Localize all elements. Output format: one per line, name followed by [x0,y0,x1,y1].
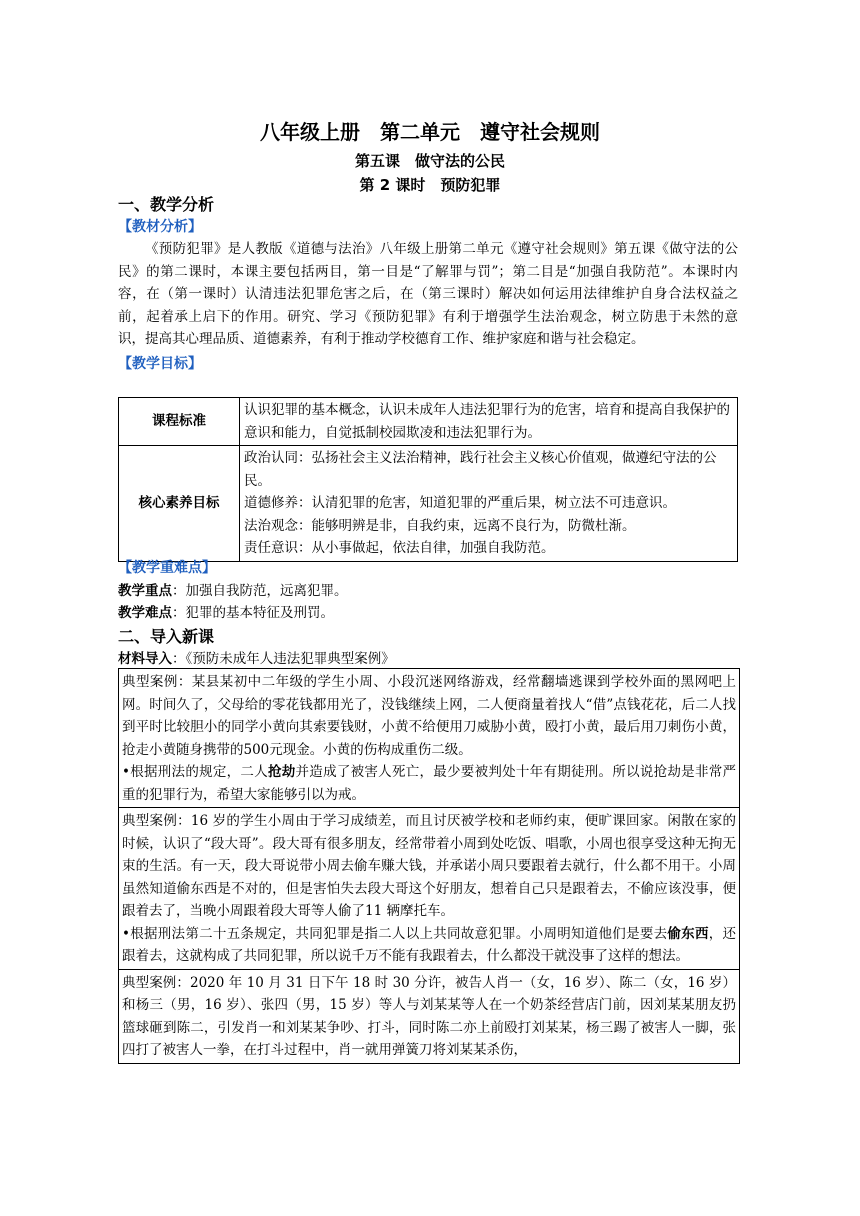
goal-label-core: 核心素养目标 [119,446,240,562]
goal-line: 认识犯罪的基本概念，认识未成年人违法犯罪行为的危害，培育和提高自我保护的意识和能力，自觉抵制校园欺凌和违法犯罪行为。 [244,402,730,441]
case-table [118,668,740,1064]
lesson-title: 第五课 做守法的公民 [354,152,505,170]
section-heading-analysis: 一、教学分析 [118,195,215,214]
table-row [119,446,738,562]
case-text: 典型案例：2020 年 10 月 31 日下午 18 时 30 分许，被告人肖一（女，16 岁）、陈二（女，16 岁）和杨三（男，16 岁）、张四（男，15 岁）等人与刘某某等人在一个奶茶经营店门前，因刘某某朋友扔篮球砸到陈二，引发肖一和刘某某争吵、打斗，同时陈二亦上前殴打刘某某，杨三踢了被害人一脚，张四打了被害人一拳，在打斗过程中，肖一就用弹簧刀将刘某某杀伤， [122,974,736,1058]
case-note: •根据刑法第二十五条规定，共同犯罪是指二人以上共同故意犯罪。小周明知道他们是要去偷东西，还跟着去，这就构成了共同犯罪，所以说千万不能有我跟着去，什么都没干就没事了这样的想法。 [122,925,737,964]
case-cell [119,808,739,970]
case-text: 典型案例：16 岁的学生小周由于学习成绩差，而且讨厌被学校和老师约束，便旷课回家。闲散在家的时候，认识了“段大哥”。段大哥有很多朋友，经常带着小周到处吃饭、唱歌，小周也很享受这种无拘无束的生活。有一天，段大哥说带小周去偷车赚大钱，并承诺小周只要跟着去就行，什么都不用干。小周虽然知道偷东西是不对的，但是害怕失去段大哥这个好朋友，想着自己只是跟着去，不偷应该没事，便跟着去了，当晚小周跟着段大哥等人偷了11 辆摩托车。 [122,813,736,919]
case-note: •根据刑法的规定，二人抢劫并造成了被害人死亡，最少要被判处十年有期徒刑。所以说抢劫是非常严重的犯罪行为，希望大家能够引以为戒。 [122,764,737,803]
goal-content-core [240,446,738,562]
goal-line: 责任意识：从小事做起，依法自律，加强自我防范。 [244,540,555,556]
period-title: 第 2 课时 预防犯罪 [359,176,501,194]
section-keypoints [118,557,738,671]
case-cell [119,669,739,808]
goal-line: 法治观念：能够明辨是非，自我约束，远离不良行为，防微杜渐。 [244,517,636,534]
difficult-point-text: ：犯罪的基本特征及刑罚。 [172,605,334,621]
goal-line: 道德修养：认清犯罪的危害，知道犯罪的严重后果，树立法不可违意识。 [244,495,676,511]
key-difficult-label: 【教学重难点】 [118,560,216,576]
key-point-line [118,580,738,603]
difficult-point-label: 教学难点 [118,605,172,621]
key-point-text: ：加强自我防范，远离犯罪。 [172,582,348,599]
teaching-goals-label: 【教学目标】 [118,355,202,372]
case-keyword: 抢劫 [267,764,296,780]
table-row [119,398,738,446]
section-heading-intro: 二、导入新课 [118,626,215,646]
section-analysis [118,194,738,375]
material-text: ：《预防未成年人违法犯罪典型案例》 [172,651,395,667]
teaching-goals-table [118,397,738,562]
document-title: 八年级上册 第二单元 遵守社会规则 [260,120,600,144]
case-cell [119,970,739,1064]
textbook-analysis-label: 【教材分析】 [118,218,202,235]
case-text: 典型案例：某县某初中二年级的学生小周、小段沉迷网络游戏，经常翻墙逃课到学校外面的黑网吧上网。时间久了，父母给的零花钱都用光了，没钱继续上网，二人便商量着找人“借”点钱花花，后二人找到平时比较胆小的同学小黄向其索要钱财，小黄不给便用刀威胁小黄，殴打小黄，最后用刀刺伤小黄，抢走小黄随身携带的500元现金。小黄的伤构成重伤二级。 [122,674,736,758]
difficult-point-line [118,602,738,625]
key-point-label: 教学重点 [118,582,172,599]
goal-label-standard: 课程标准 [119,398,240,446]
textbook-analysis-text: 《预防犯罪》是人教版《道德与法治》八年级上册第二单元《遵守社会规则》第五课《做守法的公民》的第二课时，本课主要包括两目，第一目是“了解罪与罚”；第二目是“加强自我防范”。本课时内容，在（第一课时）认清违法犯罪危害之后，在（第三课时）解决如何运用法律维护自身合法权益之前，起着承上启下的作用。研究、学习《预防犯罪》有利于增强学生法治观念，树立防患于未然的意识，提高其心理品质、道德素养，有利于推动学校德育工作、维护家庭和谐与社会稳定。 [118,241,738,347]
material-label: 材料导入 [118,651,172,667]
case-keyword: 偷东西 [667,925,709,942]
goal-content-standard [240,398,738,446]
goal-line: 政治认同：弘扬社会主义法治精神，践行社会主义核心价值观，做遵纪守法的公民。 [244,450,717,489]
